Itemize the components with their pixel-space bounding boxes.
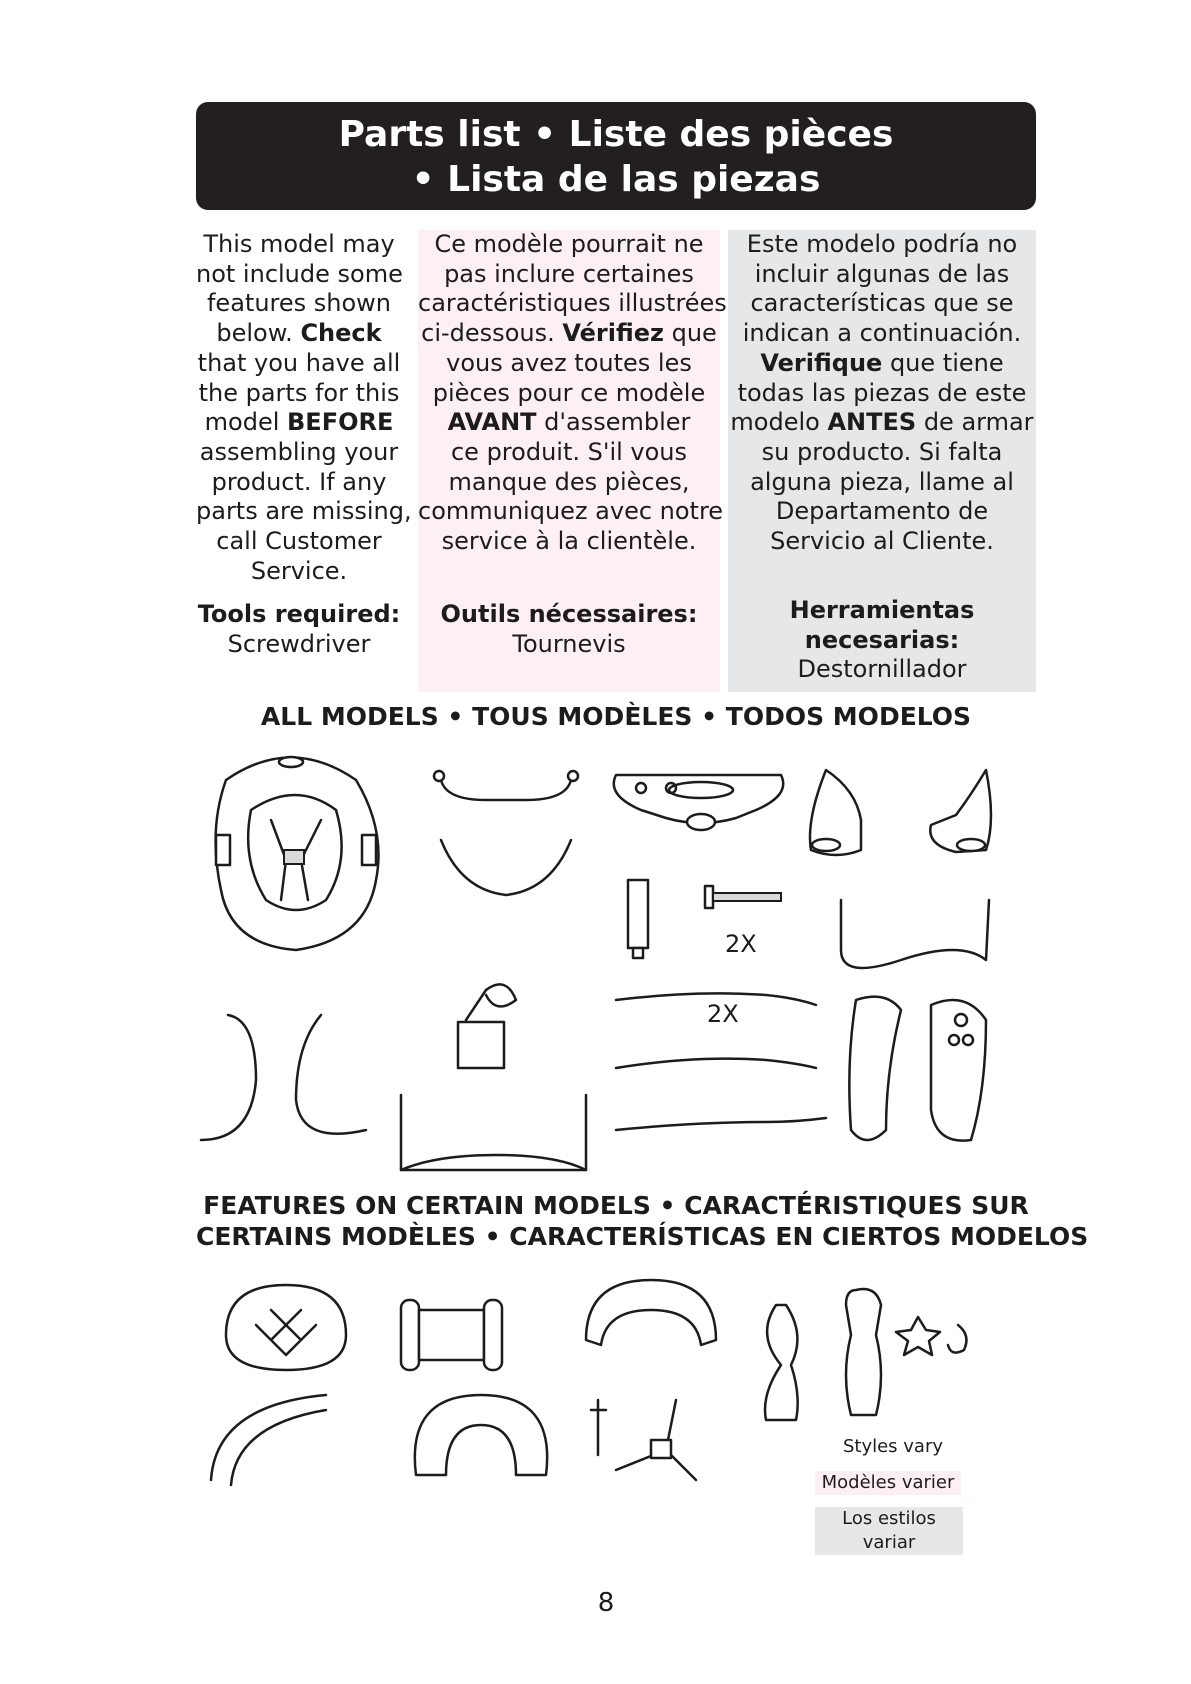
french-line: pièces pour ce modèle (432, 378, 706, 407)
head-support-illustration (226, 1285, 346, 1370)
english-line: Service. (250, 556, 348, 585)
side-rod-illustration (201, 1015, 366, 1140)
styles-vary-en: Styles vary (842, 1436, 944, 1457)
spanish-line: todas las piezas de este (737, 378, 1027, 407)
english-column (196, 230, 412, 692)
french-line: service à la clientèle. (441, 527, 697, 556)
styles-vary-fr: Modèles varier (815, 1471, 961, 1495)
english-line: product. If any (211, 467, 387, 496)
english-line: assembling your (199, 437, 399, 466)
screw-illustration (705, 886, 781, 908)
english-line: not include some (196, 259, 403, 288)
english-instructions (196, 230, 412, 586)
spanish-line: características que se (750, 289, 1014, 318)
spanish-line: Este modelo podría no (746, 230, 1018, 258)
toy-bar-illustration (765, 1289, 966, 1420)
english-line: call Customer (216, 527, 382, 556)
english-line: below. Check (216, 319, 382, 348)
spanish-instructions (728, 230, 1036, 557)
french-instructions (418, 230, 727, 557)
header-title-line2: • Lista de las piezas (411, 159, 821, 200)
verifiez-emphasis: Vérifiez (562, 319, 664, 348)
french-line: vous avez toutes les (446, 348, 692, 377)
french-line: caractéristiques illustrées (418, 289, 727, 318)
french-line: pas inclure certaines (444, 259, 694, 288)
tube-quantity: 2X (707, 1000, 739, 1028)
outils-value: Tournevis (512, 629, 626, 658)
post-illustration (628, 880, 648, 958)
french-line: manque des pièces, (448, 467, 690, 496)
spanish-line: Verifique que tiene (760, 348, 1004, 377)
leg-base-illustration (810, 770, 991, 855)
spanish-line: Departamento de (775, 497, 989, 526)
english-line: features shown (206, 289, 392, 318)
french-line: AVANT d'assembler (447, 408, 691, 437)
neck-pillow-illustration (415, 1395, 547, 1475)
french-column (418, 230, 727, 692)
features-title-line1: FEATURES ON CERTAIN MODELS • CARACTÉRISTIQUES SUR (203, 1191, 1029, 1220)
header-title-line1: Parts list • Liste des pièces (338, 114, 894, 155)
head-pillow-illustration (586, 1280, 716, 1345)
spanish-line: incluir algunas de las (754, 259, 1010, 288)
cushion-illustration (401, 1300, 502, 1370)
before-emphasis: BEFORE (287, 408, 394, 437)
seat-illustration (216, 757, 379, 950)
tools-required-value: Screwdriver (227, 629, 371, 658)
spanish-column (728, 230, 1036, 692)
screw-quantity: 2X (725, 930, 757, 958)
english-line: model BEFORE (204, 408, 394, 437)
page-number: 8 (597, 1588, 615, 1618)
verifique-emphasis: Verifique (760, 348, 883, 377)
styles-vary-es: Los estilos variar (815, 1507, 963, 1555)
motor-housing-illustration (849, 997, 986, 1141)
spanish-line: indican a continuación. (742, 319, 1022, 348)
spanish-tools (728, 596, 1036, 685)
canopy-rod-illustration (434, 771, 578, 895)
french-line: ci-dessous. Vérifiez que (421, 319, 717, 348)
spanish-line: modelo ANTES de armar (730, 408, 1034, 437)
outils-label: Outils nécessaires: (440, 600, 698, 628)
spanish-line: su producto. Si falta (761, 437, 1003, 466)
tray-illustration (614, 775, 783, 830)
tools-required-label: Tools required: (197, 600, 401, 628)
all-models-title: ALL MODELS • TOUS MODÈLES • TODOS MODELOS (260, 702, 972, 731)
french-line: ce produit. S'il vous (450, 437, 688, 466)
english-line: parts are missing, (196, 497, 412, 526)
arch-illustration (211, 1395, 326, 1485)
antes-emphasis: ANTES (827, 408, 917, 437)
u-rod-illustration (841, 900, 989, 968)
front-base-illustration (401, 1095, 586, 1170)
french-line: communiquez avec notre (418, 497, 724, 526)
parts-list-header (196, 102, 1036, 210)
herramientas-value: Destornillador (797, 655, 967, 684)
english-line: the parts for this (198, 378, 400, 407)
herramientas-label-2: necesarias: (804, 625, 960, 654)
features-title-line2: CERTAINS MODÈLES • CARACTERÍSTICAS EN CIERTOS MODELOS (196, 1222, 1089, 1251)
french-line: Ce modèle pourrait ne (434, 230, 704, 258)
spanish-line: Servicio al Cliente. (770, 527, 994, 556)
all-models-parts-illustration (196, 750, 1036, 1190)
french-tools (418, 600, 720, 659)
mobile-illustration (591, 1400, 696, 1480)
english-line: that you have all (197, 348, 401, 377)
check-emphasis: Check (300, 319, 382, 348)
power-adapter-illustration (458, 984, 516, 1068)
spanish-line: alguna pieza, llame al (750, 467, 1014, 496)
avant-emphasis: AVANT (447, 408, 537, 437)
herramientas-label-1: Herramientas (789, 596, 975, 624)
english-line: This model may (203, 230, 395, 258)
english-tools (196, 600, 402, 659)
